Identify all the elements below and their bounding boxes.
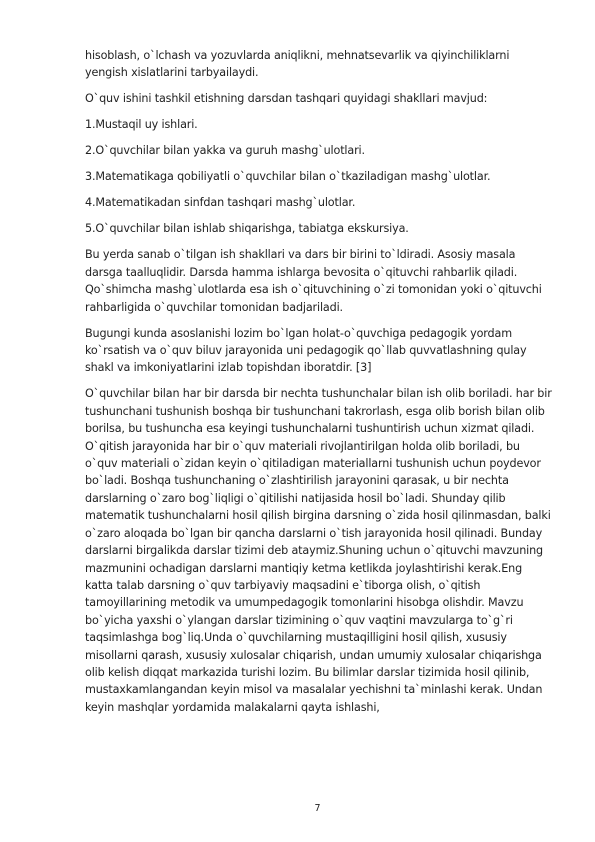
list-item-5: 5.O`quvchilar bilan ishlab shiqarishga, tabiatga ekskursiya. xyxy=(85,222,409,236)
paragraph-5: O`quvchilar bilan har bir darsda bir nechta tushunchalar bilan ish olib boriladi. har bir tushunchani tushunish boshqa bir tushunchani takrorlash, esga olib borish bilan olib borilsa, bu tushuncha esa keyingi tushunchalarni tushuntirish uchun xizmat qiladi. O`qitish jarayonida har bir o`quv materiali rivojlantirilgan holda olib boriladi, bu o`quv materiali o`zidan keyin o`qitiladigan materiallarni tushunish uchun poydevor bo`ladi. Boshqa tushunchaning o`zlashtirilish jarayonini qarasak, u bir nechta darslarning o`zaro bog`liqligi o`qitilishi natijasida hosil bo`ladi. Shunday qilib matematik tushunchalarni hosil qilish birgina darsning o`zida hosil qilinmasdan, balki o`zaro aloqada bo`lgan bir qancha darslarni o`tish jarayonida hosil qilinadi. Bunday darslarni birgalikda darslar tizimi deb ataymiz.Shuning uchun o`qituvchi mavzuning mazmunini ochadigan darslarni mantiqiy ketma ketlikda joylashtirishi kerak.Eng katta talab darsning o`quv tarbiyaviy maqsadini e`tiborga olish, o`qitish tamoyillarining metodik va umumpedagogik tomonlarini hisobga olishdir. Mavzu bo`yicha yaxshi o`ylangan darslar tizimining o`quv vaqtini mavzularga to`g`ri taqsimlashga bog`liq.Unda o`quvchilarning mustaqilligini hosil qilish, xususiy misollarni qarash, xususiy xulosalar chiqarish, undan umumiy xulosalar chiqarishga olib kelish diqqat markazida turishi lozim. Bu bilimlar darslar tizimida hosil qilinib, mustaxkamlangandan keyin misol va masalalar yechishni ta`minlashi kerak. Undan keyin mashqlar yordamida malakalarni qayta ishlashi, xyxy=(85,387,552,714)
list-item-1: 1.Mustaqil uy ishlari. xyxy=(85,118,198,132)
paragraph-4: Bugungi kunda asoslanishi lozim bo`lgan holat-o`quvchiga pedagogik yordam ko`rsatish va o`quv biluv jarayonida uni pedagogik qo`llab quvvatlashning qulay shakl va imkoniyatlarini izlab topishdan iboratdir. [3] xyxy=(85,326,527,375)
list-item-4: 4.Matematikadan sinfdan tashqari mashg`ulotlar. xyxy=(85,196,356,210)
paragraph-1: hisoblash, o`lchash va yozuvlarda aniqlikni, mehnatsevarlik va qiyinchiliklarni yengish xislatlarini tarbyailaydi. xyxy=(85,49,510,80)
page-body-text xyxy=(85,47,553,725)
list-item-2: 2.O`quvchilar bilan yakka va guruh mashg`ulotlari. xyxy=(85,144,365,158)
paragraph-2: O`quv ishini tashkil etishning darsdan tashqari quyidagi shakllari mavjud: xyxy=(85,92,488,106)
paragraph-3: Bu yerda sanab o`tilgan ish shakllari va dars bir birini to`ldiradi. Asosiy masala darsga taalluqlidir. Darsda hamma ishlarga bevosita o`qituvchi rahbarlik qiladi. Qo`shimcha mashg`ulotlarda esa ish o`qituvchining o`zi tomonidan yoki o`qituvchi rahbarligida o`quvchilar tomonidan badjariladi. xyxy=(85,248,542,314)
list-item-3: 3.Matematikaga qobiliyatli o`quvchilar bilan o`tkaziladigan mashg`ulotlar. xyxy=(85,170,491,184)
page-number: 7 xyxy=(314,803,321,814)
